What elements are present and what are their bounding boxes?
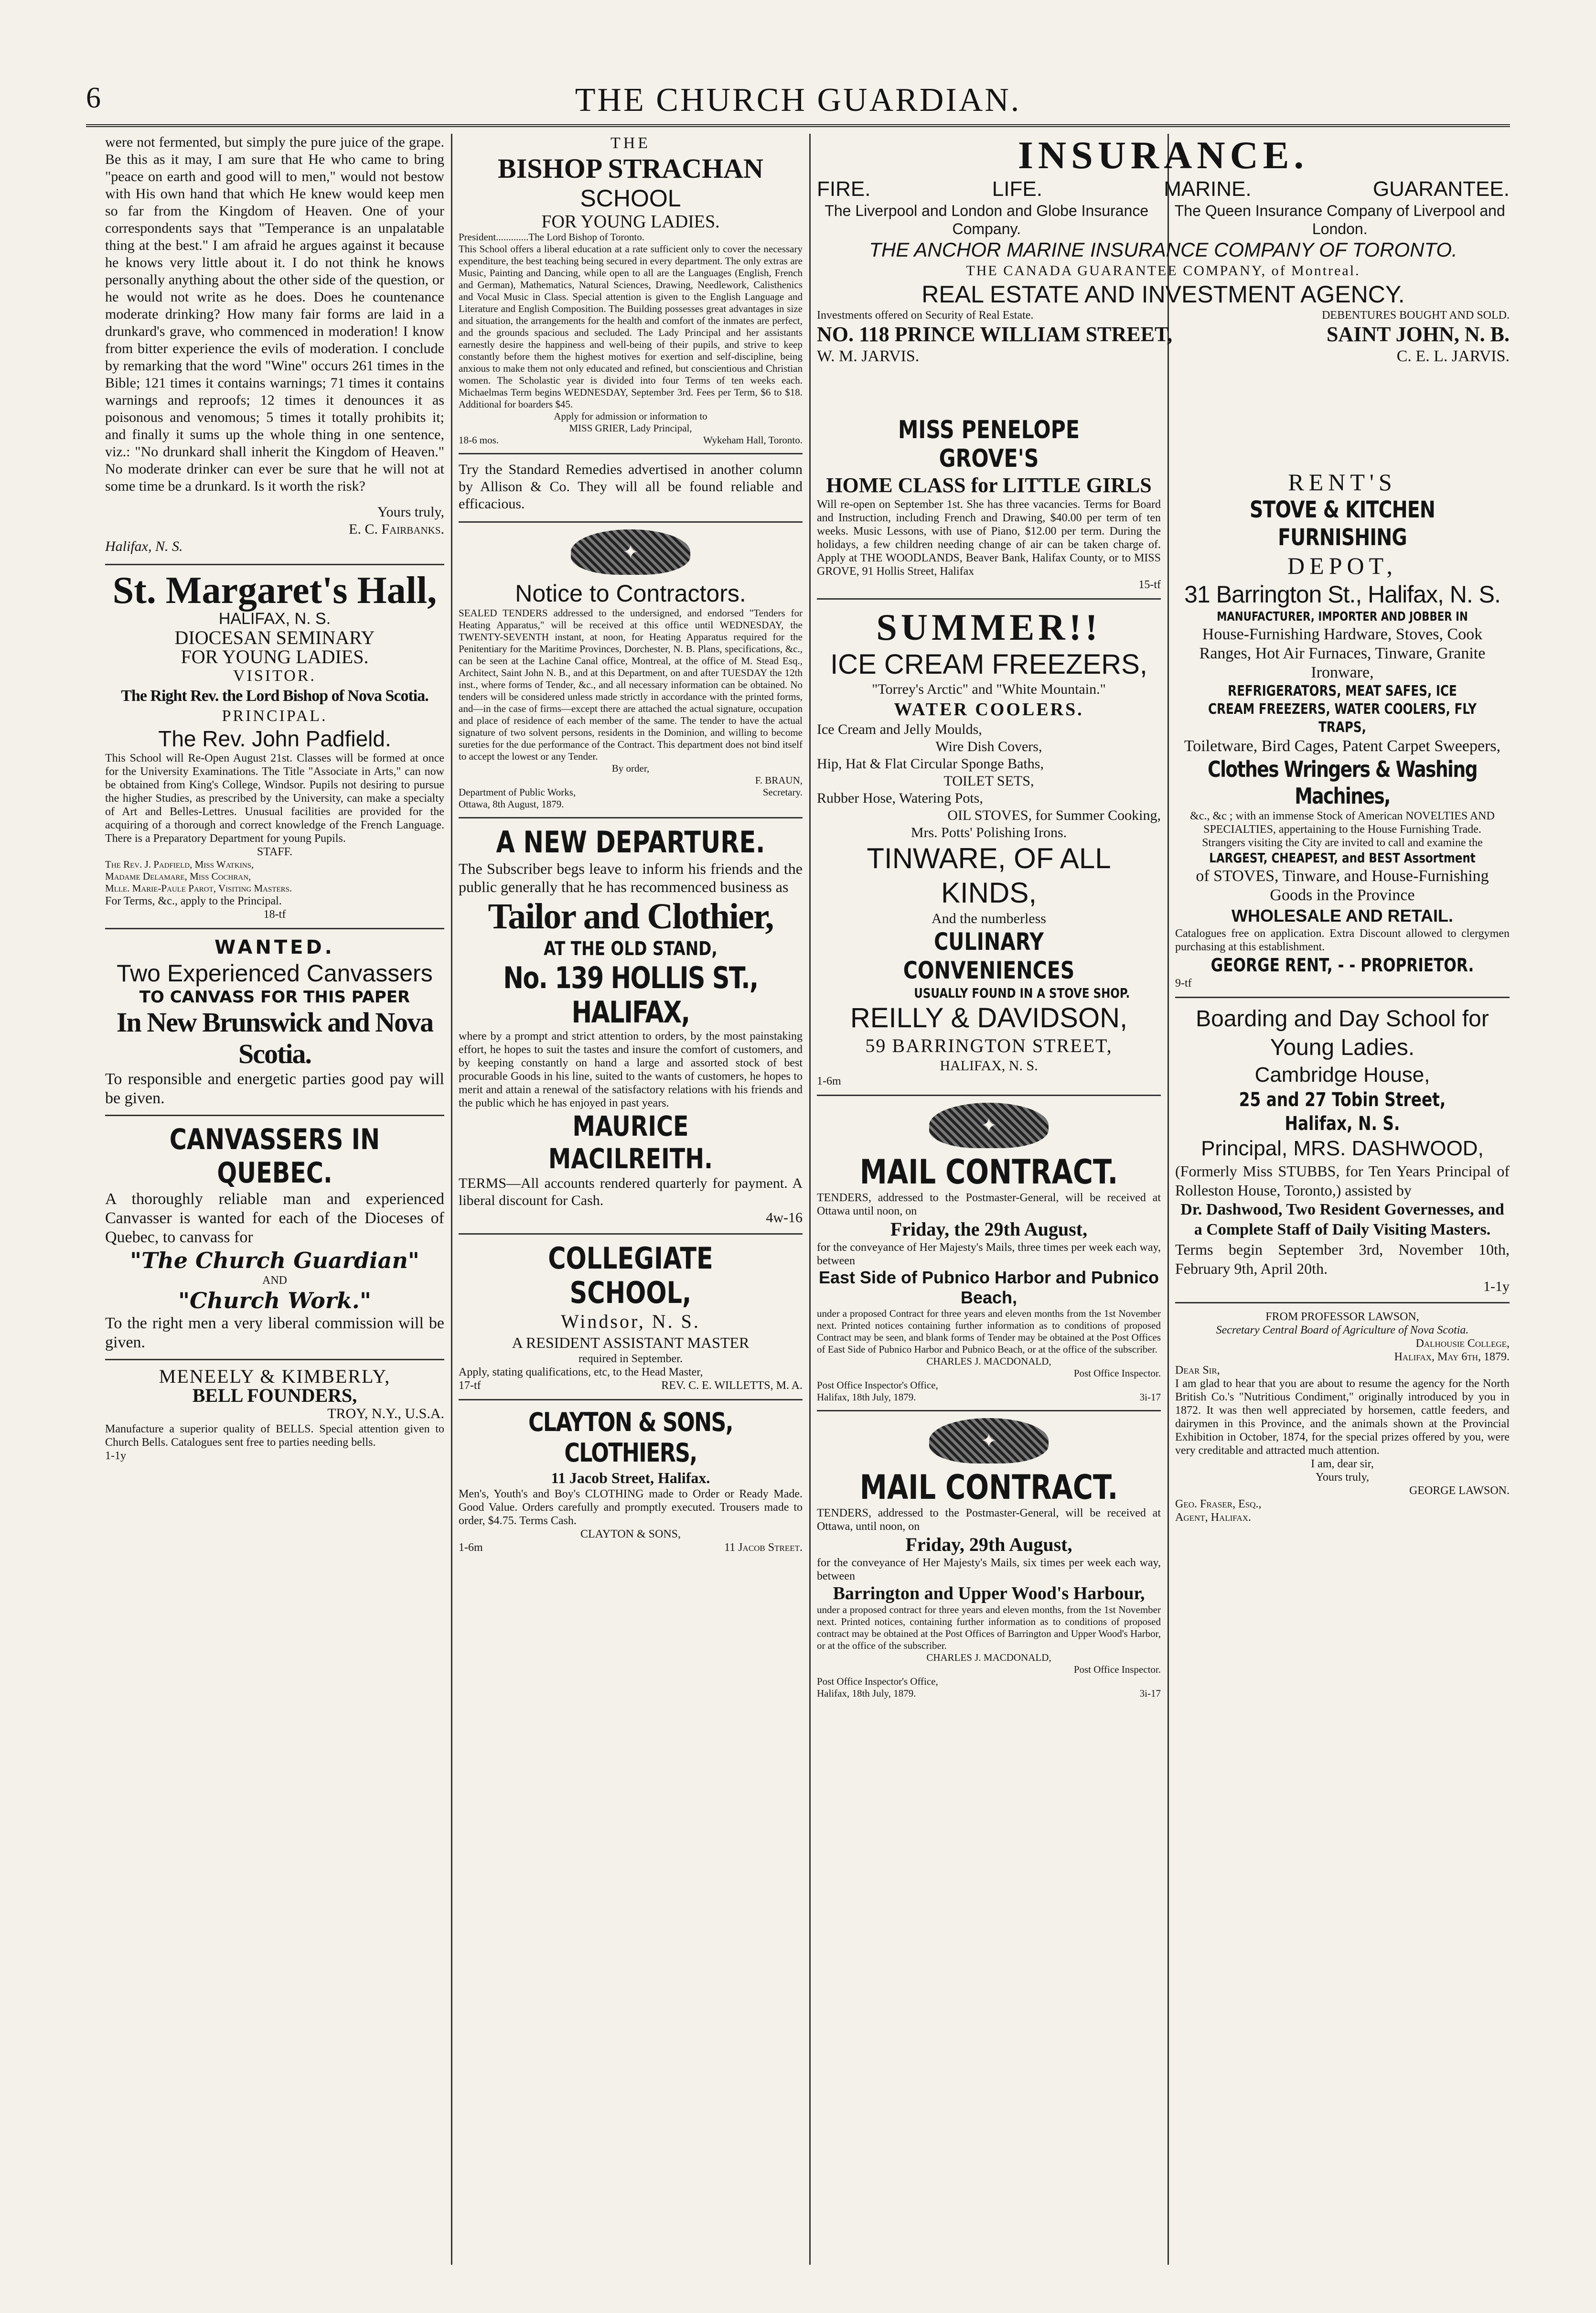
mail2-date2: Halifax, 18th July, 1879. [817,1688,916,1699]
school-for: FOR YOUNG LADIES. [541,212,720,232]
reilly-title: REILLY & DAVIDSON, [850,1002,1128,1033]
lawson-from: FROM PROFESSOR LAWSON, [1265,1311,1419,1323]
ins-invest: Investments offered on Security of Real Estate. [817,309,1034,322]
rent-ad [1175,468,1510,990]
divider [459,453,803,454]
divider [459,1399,803,1400]
ins-name1: W. M. JARVIS. [817,347,920,365]
clayton-ad [459,1407,803,1554]
mail2-body: under a proposed contract for three years and eleven months, from the 1st November next. Printed notices, containing further information as to conditions of proposed contract may be obtained at the Post Offices of Barrington and Upper Wood's Harbor, or at the office of the subscriber. [817,1604,1161,1651]
mail1-route: East Side of Pubnico Harbor and Pubnico Beach, [818,1268,1159,1307]
mail2-title: MAIL CONTRACT. [859,1468,1118,1507]
divider [105,1359,444,1360]
collegiate-wanted: A RESIDENT ASSISTANT MASTER [512,1334,750,1351]
letter-place: Halifax, N. S. [105,538,183,554]
hall-sub1: DIOCESAN SEMINARY [174,627,375,648]
bell-body: Manufacture a superior quality of BELLS. Special attention given to Church Bells. Catalogues sent free to parties needing bells. [105,1423,444,1449]
contract-order: By order, [611,763,650,774]
staff-row: Madame Delamare, Miss Cochran, [105,871,251,882]
lawson-to1: Geo. Fraser, Esq., [1175,1498,1262,1510]
mail2-role: Post Office Inspector. [1073,1664,1161,1675]
column-3 [817,416,1161,2265]
clayton-address: 11 Jacob Street, Halifax. [551,1469,710,1486]
board-formerly: (Formerly Miss STUBBS, for Ten Years Principal of Rolleston House, Toronto,) assisted by [1175,1162,1510,1199]
divider [105,1115,444,1116]
rent-h2: DEPOT, [1287,552,1397,579]
rent-wholesale: WHOLESALE AND RETAIL. [1232,906,1453,925]
wanted-title: WANTED. [214,936,335,958]
grove-body: Will re-open on September 1st. She has three vacancies. Terms for Board and Instruction, including French and Drawing, $40.00 per term of ten weeks. Music Lessons, with use of Piano, $12.00 per term. During the holidays, a few children needing change of air can be taken charge of. Apply at THE WOODLANDS, Beaver Bank, Halifax County, or to MISS GROVE, 91 Hollis Street, Halifax [817,498,1161,578]
hall-sub2: FOR YOUNG LADIES. [181,646,369,667]
wanted-body: To responsible and energetic parties good pay will be given. [105,1070,444,1107]
school-name: BISHOP STRACHAN [498,153,763,184]
board-staff: Dr. Dashwood, Two Resident Governesses, and a Complete Staff of Daily Visiting Masters. [1180,1201,1504,1238]
contractors-notice [459,529,803,810]
coat-of-arms-icon: ✦ [929,1418,1049,1463]
divider [105,564,444,565]
mail2-route: Barrington and Upper Wood's Harbour, [833,1583,1145,1603]
school-type: SCHOOL [580,185,681,212]
tailor-name: MAURICE MACILREITH. [548,1110,713,1175]
new-departure-ad [459,825,803,1226]
collegiate-title: COLLEGIATE SCHOOL, [548,1241,713,1310]
board-house: Cambridge House, [1254,1063,1430,1087]
tailor-stand: AT THE OLD STAND, [544,938,718,960]
mail2-office: Post Office Inspector's Office, [817,1676,938,1687]
rent-largest: LARGEST, CHEAPEST, and BEST Assortment [1209,850,1476,866]
mail2-ref: 3i-17 [1139,1688,1161,1699]
board-title: Boarding and Day School for Young Ladies. [1196,1006,1489,1060]
remedies-note: Try the Standard Remedies advertised in another column by Allison & Co. They will all be found reliable and efficacious. [459,462,803,512]
rent-stoves: of STOVES, Tinware, and House-Furnishing Goods in the Province [1196,867,1489,904]
culinary-sub: USUALLY FOUND IN A STOVE SHOP. [914,985,1130,1001]
ins-guarantee: GUARANTEE. [1372,177,1510,201]
water-line: TOILET SETS, [943,773,1034,789]
rent-catalogue: Catalogues free on application. Extra Discount allowed to clergymen purchasing at this establishment. [1175,927,1510,953]
water-line: Ice Cream and Jelly Moulds, [817,721,982,737]
mail1-intro: TENDERS, addressed to the Postmaster-General, will be received at Ottawa until noon, on [817,1192,1161,1217]
water-line: Rubber Hose, Watering Pots, [817,790,983,806]
water-line: OIL STOVES, for Summer Cooking, [947,807,1161,823]
contract-title: Notice to Contractors. [515,580,746,607]
wanted-h1: Two Experienced Canvassers [117,960,433,987]
mail2-sign: CHARLES J. MACDONALD, [926,1652,1051,1663]
ins-address: NO. 118 PRINCE WILLIAM STREET, [817,323,1173,346]
clayton-footer [459,1541,803,1554]
quebec-and: AND [262,1274,287,1287]
rent-title: RENT'S [1288,469,1397,495]
st-margarets-ad [105,572,444,921]
reilly-city: HALIFAX, N. S. [940,1058,1038,1074]
grove-sub: HOME CLASS for LITTLE GIRLS [826,473,1152,497]
lawson-role: Secretary Central Board of Agriculture of Nova Scotia. [1216,1324,1469,1336]
collegiate-sign: REV. C. E. WILLETTS, M. A. [661,1379,803,1392]
ins-co4: THE CANADA GUARANTEE COMPANY, of Montreal. [966,263,1360,279]
ins-debentures: DEBENTURES BOUGHT AND SOLD. [1322,309,1510,322]
reilly-ref: 1-6m [817,1075,841,1087]
column-1 [105,134,444,2270]
rent-goods5: &c., &c ; with an immense Stock of American NOVELTIES AND SPECIALTIES, appertaining to the House Furnishing Trade. [1190,810,1495,836]
collegiate-footer [459,1379,803,1392]
lawson-letter [1175,1310,1510,1524]
lawson-close: I am, dear sir, [1311,1458,1374,1470]
quebec-ad [105,1123,444,1352]
divider [817,598,1161,600]
collegiate-school-ad [459,1241,803,1392]
letter-signature: E. C. Fairbanks. [349,521,444,537]
boarding-school-ad [1175,1005,1510,1295]
mail1-body: under a proposed Contract for three years and eleven months from the 1st November next. Printed notices containing further information as to conditions of proposed Contract may be seen, and blank forms of Tender may be obtained at the Post Offices of East Side of Pubnico Harbor and Pubnico Beach, or at the office of the subscriber. [817,1308,1161,1355]
tin-title: TINWARE, OF ALL KINDS, [867,842,1111,909]
water-line: Hip, Hat & Flat Circular Sponge Baths, [817,756,1044,772]
divider [817,1410,1161,1411]
board-terms: Terms begin September 3rd, November 10th, February 9th, April 20th. [1175,1241,1510,1277]
wanted-h3: In New Brunswick and Nova Scotia. [116,1007,433,1069]
hall-body: This School will Re-Open August 21st. Classes will be formed at once for the University Examinations. The Title "Associate in Arts," can now be obtained from King's College, Windsor. Pupils not desiring to pursue the higher Studies, as prescribed by the University, can make a specialty of Art and Belles-Lettres. Unusual facilities are provided for the acquiring of a thorough and correct knowledge of the French Language. There is a Preparatory Department for young Pupils. [105,752,444,845]
board-ref: 1-1y [1483,1279,1510,1294]
water-title: WATER COOLERS. [894,699,1084,720]
water-line: Mrs. Potts' Polishing Irons. [910,825,1067,840]
rent-goods1: House-Furnishing Hardware, Stoves, Cook Ranges, Hot Air Furnaces, Tinware, Granite Ironware, [1199,625,1486,681]
bell-founders-ad [105,1367,444,1463]
visitor-label: VISITOR. [233,667,316,685]
hall-city: HALIFAX, N. S. [218,610,331,628]
rent-role: MANUFACTURER, IMPORTER AND JOBBER IN [1217,610,1468,624]
tailor-address: No. 139 HOLLIS ST., HALIFAX, [503,960,758,1030]
mail-contract-1 [817,1103,1161,1403]
clayton-sign: CLAYTON & SONS, [580,1528,681,1540]
newspaper-title: THE CHURCH GUARDIAN. [575,82,1021,118]
rent-ref: 9-tf [1175,977,1192,990]
masthead [86,81,1510,127]
ins-co1: The Liverpool and London and Globe Insurance Company. [825,202,1149,237]
grove-ad [817,416,1161,592]
mail2-date: Friday, 29th August, [905,1534,1072,1555]
clayton-street: 11 Jacob Street. [724,1541,803,1554]
lawson-date: Halifax, May 6th, 1879. [1394,1351,1510,1363]
collegiate-body: Apply, stating qualifications, etc, to the Head Master, [459,1366,703,1378]
rent-goods3: Toiletware, Bird Cages, Patent Carpet Sweepers, [1184,737,1501,755]
contract-role: Secretary. [762,786,803,798]
lawson-greeting: Dear Sir, [1175,1364,1220,1377]
coat-of-arms-icon: ✦ [929,1103,1049,1148]
tin-sub: And the numberless [932,911,1046,926]
bell-ref: 1-1y [105,1450,126,1462]
school-the: THE [610,134,651,152]
visitor-name: The Right Rev. the Lord Bishop of Nova Scotia. [121,687,428,705]
letter-close: Yours truly, [377,504,444,520]
bishop-strachan-ad [459,134,803,446]
bell-city: TROY, N.Y., U.S.A. [327,1406,444,1421]
insurance-ad [817,134,1510,401]
school-body: This School offers a liberal education at a rate sufficient only to cover the necessary expenditure, the best teaching being secured in every department. The only extras are Music, Painting and Dancing, while open to all are the Languages (English, French and German), Mathematics, Natural Sciences, Drawing, Needlework, Calisthenics and Vocal Music in Class. Special attention is given to the English Language and Literature and English Composition. The Building possesses great advantages in size and situation, the arrangements for the health and comfort of the inmates are perfect, and the grounds spacious and secluded. The Lady Principal and her assistants earnestly desire the happiness and well-being of their pupils, and strive to keep constantly before them the highest motives for exertion and self-discipline, being anxious to make them not only educated and refined, but conscientious and Christian women. The Scholastic year is divided into four Terms of ten weeks each. Michaelmas Term begins WEDNESDAY, September 3rd. Fees per Term, $6 to $18. Additional for boarders $45. [459,243,803,410]
board-principal: Principal, MRS. DASHWOOD, [1201,1137,1484,1160]
water-line: Wire Dish Covers, [935,739,1042,754]
mail1-date2: Halifax, 18th July, 1879. [817,1391,916,1403]
reilly-address: 59 BARRINGTON STREET, [865,1035,1113,1056]
staff-row: Mlle. Marie-Paule Parot, Visiting Masters. [105,882,292,894]
ins-invest-row [817,309,1510,322]
school-apply: Apply for admission or information to [554,410,707,422]
principal-label: PRINCIPAL. [222,707,328,725]
wanted-h2: TO CANVASS FOR THIS PAPER [139,988,410,1007]
departure-title: A NEW DEPARTURE. [496,825,765,860]
column-2 [459,134,803,2270]
ins-co2: The Queen Insurance Company of Liverpool and London. [1174,202,1505,237]
contract-date: Ottawa, 8th August, 1879. [459,798,564,810]
staff-label: STAFF. [257,846,293,858]
rent-goods4: Clothes Wringers & Washing Machines, [1208,756,1477,809]
contract-footer [459,786,803,798]
lawson-body: I am glad to hear that you are about to resume the agency for the North British Co.'s "Nutritious Condiment," originally introduced by you in 1872. It was then well appreciated by horsemen, cattle feeders, and dairymen in this Province, and the animals shown at the Provincial Exhibition in October, 1874, for the special prizes offered by you, were very creditable and attracted much attention. [1175,1377,1510,1457]
rent-address: 31 Barrington St., Halifax, N. S. [1184,581,1500,608]
ins-co3: THE ANCHOR MARINE INSURANCE COMPANY OF TORONTO. [869,238,1457,261]
bell-sub: BELL FOUNDERS, [192,1385,357,1406]
school-address: Wykeham Hall, Toronto. [703,434,803,446]
temperance-letter: were not fermented, but simply the pure juice of the grape. Be this as it may, I am sure that He who came to bring "peace on earth and good will to men," would not bestow with His own hand that which He knew would keep men so far from the Kingdom of Heaven. One of your correspondents says that "Temperance is an unpalatable thing at the best." I am afraid he argues against it because he knows very little about it. I do not think he knows personally anything about the other side of the question, or he would not write as he does. Does he countenance moderate drinking? How many fair forms are laid in a drunkard's grave, who commenced in moderation! I know from bitter experience the evils of moderation. I conclude by remarking that the word "Wine" occurs 261 times in the Bible; 121 times it contains warnings; 71 times it contains warnings and reproofs; 12 times it denounces it as poisonous and venomous; 5 times it totally prohibits it; and finally it sums up the whole thing in one sentence, viz.: "No drunkard shall inherit the Kingdom of Heaven." No moderate drinker can ever be sure that he will not at some time be a drunkard. Is it worth the risk? [105,134,444,494]
summer-title: SUMMER!! [876,606,1102,648]
coat-of-arms-icon: ✦ [571,529,690,575]
rent-goods2: REFRIGERATORS, MEAT SAFES, ICE CREAM FREEZERS, WATER COOLERS, FLY TRAPS, [1208,683,1477,736]
grove-ref: 15-tf [1138,579,1161,591]
mail1-ref: 3i-17 [1139,1391,1161,1403]
hall-ref: 18-tf [263,908,286,921]
contract-dept: Department of Public Works, [459,786,576,798]
collegiate-place: Windsor, N. S. [561,1311,700,1332]
quebec-terms: To the right men a very liberal commission will be given. [105,1314,444,1351]
mail1-footer [817,1391,1161,1403]
ins-title: INSURANCE. [1018,134,1308,177]
ins-life: LIFE. [992,177,1042,201]
tailor-body: where by a prompt and strict attention to orders, by the most painstaking effort, he hopes to suit the tastes and insure the comfort of customers, and by keeping constantly on hand a large and assorted stock of best procurable Goods in his line, suited to the wants of customers, he hopes to merit and attain a renewal of the satisfactory relations with his friends and the public which he has enjoyed in past years. [459,1030,803,1109]
mail1-date: Friday, the 29th August, [890,1218,1088,1240]
ins-city: SAINT JOHN, N. B. [1326,323,1510,346]
wanted-ad [105,936,444,1108]
divider [459,521,803,523]
mail2-intro: TENDERS, addressed to the Postmaster-General, will be received at Ottawa, until noon, on [817,1507,1161,1533]
ins-fire: FIRE. [817,177,871,201]
quebec-paper1: "The Church Guardian" [130,1248,419,1273]
contract-sign: F. BRAUN, [755,775,803,786]
principal-name: The Rev. John Padfield. [158,726,391,751]
mail1-title: MAIL CONTRACT. [859,1152,1118,1192]
mail2-footer [817,1688,1161,1700]
lawson-close2: Yours truly, [1315,1471,1370,1484]
hall-terms: For Terms, &c., apply to the Principal. [105,895,282,907]
quebec-body: A thoroughly reliable man and experienced Canvasser is wanted for each of the Dioceses of Quebec, to canvass for [105,1190,444,1246]
mail1-office: Post Office Inspector's Office, [817,1379,938,1391]
clayton-title: CLAYTON & SONS, CLOTHIERS, [528,1407,733,1468]
grove-title: MISS PENELOPE GROVE'S [898,416,1080,473]
ins-names [817,347,1510,366]
lawson-to2: Agent, Halifax. [1175,1511,1252,1524]
culinary-title: CULINARY CONVENIENCES [903,928,1075,984]
rent-owner: GEORGE RENT, - - PROPRIETOR. [1210,955,1474,976]
hall-title: St. Margaret's Hall, [112,570,437,612]
divider [459,1233,803,1235]
departure-body: The Subscriber begs leave to inform his friends and the public generally that he has recommenced business as [459,860,803,895]
mail1-conv: for the conveyance of Her Majesty's Mails, three times per week each way, between [817,1241,1161,1267]
column-rule [809,134,811,2265]
ins-realestate: REAL ESTATE AND INVESTMENT AGENCY. [921,281,1405,308]
ins-address-row [817,322,1510,347]
column-rule [1168,134,1169,2265]
ins-companies [817,202,1510,238]
tailor-title: Tailor and Clothier, [488,896,773,936]
clayton-ref: 1-6m [459,1541,483,1554]
collegiate-ref: 17-tf [459,1379,481,1392]
collegiate-when: required in September. [578,1353,683,1365]
clayton-body: Men's, Youth's and Boy's CLOTHING made to Order or Ready Made. Good Value. Orders carefully and promptly executed. Trousers made to order, $4.75. Terms Cash. [459,1488,803,1527]
mail2-conv: for the conveyance of Her Majesty's Mails, six times per week each way, between [817,1557,1161,1582]
bell-title: MENEELY & KIMBERLY, [159,1366,391,1387]
lawson-sign: GEORGE LAWSON. [1409,1485,1510,1497]
mail1-sign: CHARLES J. MACDONALD, [926,1356,1051,1367]
ice-title: ICE CREAM FREEZERS, [830,649,1147,680]
divider [1175,997,1510,998]
school-president: President.............The Lord Bishop of Toronto. [459,231,644,243]
school-footer [459,434,803,446]
board-address: 25 and 27 Tobin Street, Halifax, N. S. [1239,1089,1446,1135]
quebec-paper2: "Church Work." [178,1288,371,1313]
rent-h1: STOVE & KITCHEN FURNISHING [1249,496,1435,551]
divider [817,1095,1161,1096]
mail1-role: Post Office Inspector. [1073,1367,1161,1379]
page-number: 6 [86,82,101,114]
divider [459,817,803,818]
tailor-terms: TERMS—All accounts rendered quarterly for payment. A liberal discount for Cash. [459,1175,803,1208]
ins-marine: MARINE. [1164,177,1252,201]
contract-body: SEALED TENDERS addressed to the undersigned, and endorsed "Tenders for Heating Apparatus," will be received at this office until WEDNESDAY, the TWENTY-SEVENTH instant, at noon, for Heating Apparatus required for the Penitentiary for the Maritime Provinces, Dorchester, N. B. Plans, specifications, &c., can be seen at the Lachine Canal office, Montreal, at the office of M. Stead Esq., Architect, Saint John N. B., and at this Department, on and after TUESDAY the 12th inst., where forms of Tender, &c., and all necessary information can be obtained. No tenders will be considered unless made strictly in accordance with the printed forms, and—in the case of firms—except there are attached the actual signature, occupation and place of residence of each member of the same. The tender to have the actual signature of two solvent persons, residents in the Dominion, and willing to become sureties for the due performance of the Contract. This department does not bind itself to accept the lowest or any Tender. [459,607,803,762]
rent-visit: Strangers visiting the City are invited to call and examine the [1202,837,1483,849]
tailor-ref: 4w-16 [766,1210,803,1226]
column-rule [451,134,452,2265]
school-ref: 18-6 mos. [459,434,499,446]
summer-ad [817,606,1161,1088]
mail-contract-2 [817,1418,1161,1700]
quebec-title: CANVASSERS IN QUEBEC. [169,1123,380,1190]
school-contact: MISS GRIER, Lady Principal, [569,422,692,434]
ins-name2: C. E. L. JARVIS. [1396,347,1510,365]
ins-lines [817,177,1510,202]
divider [105,928,444,929]
divider [1175,1302,1510,1303]
ice-sub: "Torrey's Arctic" and "White Mountain." [872,681,1106,697]
staff-row: The Rev. J. Padfield, Miss Watkins, [105,859,254,870]
lawson-college: Dalhousie College, [1415,1337,1510,1350]
column-4 [1175,468,1510,2265]
